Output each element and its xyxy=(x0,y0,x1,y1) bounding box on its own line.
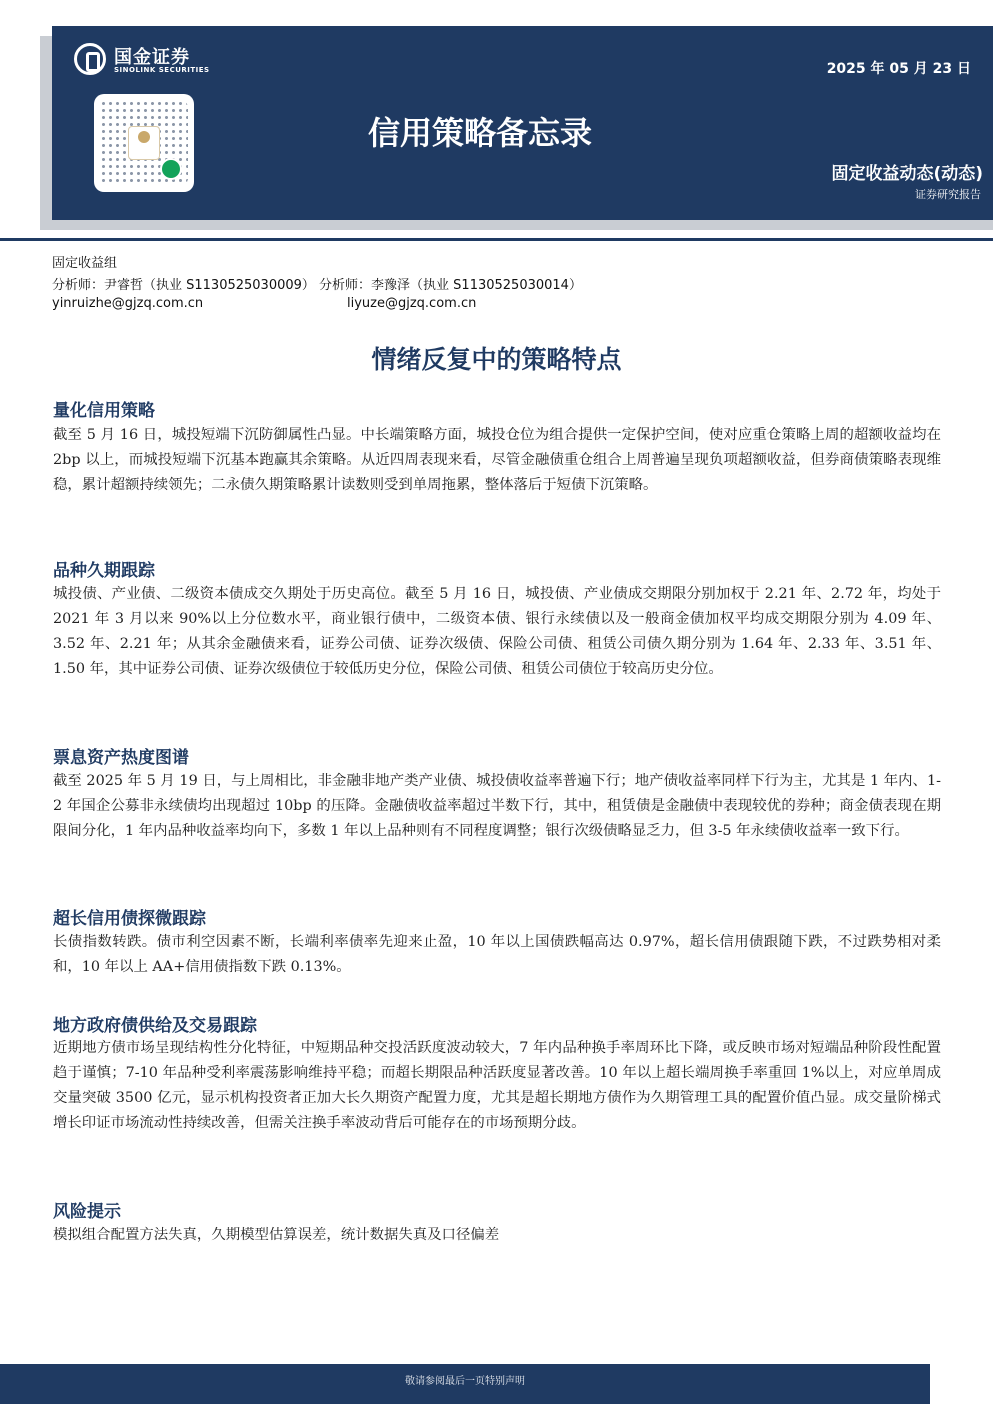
brand-name-cn: 国金证券 xyxy=(114,47,190,68)
analyst-group: 固定收益组 xyxy=(52,256,118,271)
report-subcategory: 证券研究报告 xyxy=(915,188,981,201)
qr-code-icon xyxy=(94,94,194,192)
section-body-ultra-long-credit: 长债指数转跌。债市利空因素不断，长端利率债率先迎来止盈，10 年以上国债跌幅高达 0.97%，超长信用债跟随下跌，不过跌势相对柔和，10 年以上 AA+信用债指数下跌 0.13%。 xyxy=(53,934,941,975)
sinolink-logo-icon xyxy=(74,43,106,75)
section-heading-local-gov-bonds: 地方政府债供给及交易跟踪 xyxy=(53,1016,257,1036)
brand-name-en: SINOLINK SECURITIES xyxy=(114,66,210,74)
document-title: 情绪反复中的策略特点 xyxy=(371,345,622,374)
section-body-quant-strategy: 截至 5 月 16 日，城投短端下沉防御属性凸显。中长端策略方面，城投仓位为组合提供一定保护空间，使对应重仓策略上周的超额收益均在 2bp 以上，而城投短端下沉基本跑赢其余策略。从近四周表现来看，尽管金融债重仓组合上周普遍呈现负项超额收益，但券商债策略表现维稳，累计超额持续领先；二永债久期策略累计读数则受到单周拖累，整体落后于短债下沉策略。 xyxy=(53,427,941,493)
analyst-email-1[interactable]: yinruizhe@gjzq.com.cn xyxy=(52,296,204,311)
qr-center-logo-icon xyxy=(128,126,160,160)
section-heading-ultra-long-credit: 超长信用债探微跟踪 xyxy=(53,909,206,929)
miniprogram-badge-icon xyxy=(160,158,182,180)
report-category: 固定收益动态(动态) xyxy=(831,164,983,184)
section-heading-risk-warning: 风险提示 xyxy=(53,1202,121,1222)
section-body-duration-tracking: 城投债、产业债、二级资本债成交久期处于历史高位。截至 5 月 16 日，城投债、产业债成交期限分别加权于 2.21 年、2.72 年，均处于 2021 年 3 月以来 90%以上分位数水平，商业银行债中，二级资本债、银行永续债以及一般商金债加权平均成交期限分别为 4.09 年、3.52 年、2.21 年；从其余金融债来看，证券公司债、证券次级债、保险公司债、租赁公司债久期分别为 1.64 年、2.33 年、3.51 年、1.50 年，其中证券公司债、证券次级债位于较低历史分位，保险公司债、租赁公司债位于较高历史分位。 xyxy=(53,586,941,677)
analyst-email-2[interactable]: liyuze@gjzq.com.cn xyxy=(347,296,477,311)
section-body-risk-warning: 模拟组合配置方法失真，久期模型估算误差，统计数据失真及口径偏差 xyxy=(53,1227,500,1243)
footer-disclaimer: 敬请参阅最后一页特别声明 xyxy=(0,1364,930,1404)
section-heading-coupon-heatmap: 票息资产热度图谱 xyxy=(53,748,189,768)
report-date: 2025 年 05 月 23 日 xyxy=(826,61,971,77)
header-divider xyxy=(0,238,993,241)
analyst-line: 分析师：尹睿哲（执业 S1130525030009） 分析师：李豫泽（执业 S1130525030014） xyxy=(52,278,582,293)
report-header xyxy=(52,26,993,220)
section-body-coupon-heatmap: 截至 2025 年 5 月 19 日，与上周相比，非金融非地产类产业债、城投债收益率普遍下行；地产债收益率同样下行为主，尤其是 1 年内、1-2 年国企公募非永续债均出现超过 10bp 的压降。金融债收益率超过半数下行，其中，租赁债是金融债中表现较优的券种；商金债表现在期限间分化，1 年内品种收益率均向下，多数 1 年以上品种则有不同程度调整；银行次级债略显乏力，但 3-5 年永续债收益率一致下行。 xyxy=(53,773,941,839)
report-series-title: 信用策略备忘录 xyxy=(368,114,593,152)
brand-logo xyxy=(74,43,274,93)
section-heading-quant-strategy: 量化信用策略 xyxy=(53,401,155,421)
section-heading-duration-tracking: 品种久期跟踪 xyxy=(53,561,155,581)
section-body-local-gov-bonds: 近期地方债市场呈现结构性分化特征，中短期品种交投活跃度波动较大，7 年内品种换手率周环比下降，或反映市场对短端品种阶段性配置趋于谨慎；7-10 年品种受利率震荡影响维持平稳；而超长期限品种活跃度显著改善。10 年以上超长端周换手率重回 1%以上，对应单周成交量突破 3500 亿元，显示机构投资者正加大长久期资产配置力度，尤其是超长期地方债作为久期管理工具的配置价值凸显。成交量阶梯式增长印证市场流动性持续改善，但需关注换手率波动背后可能存在的市场预期分歧。 xyxy=(53,1040,941,1131)
